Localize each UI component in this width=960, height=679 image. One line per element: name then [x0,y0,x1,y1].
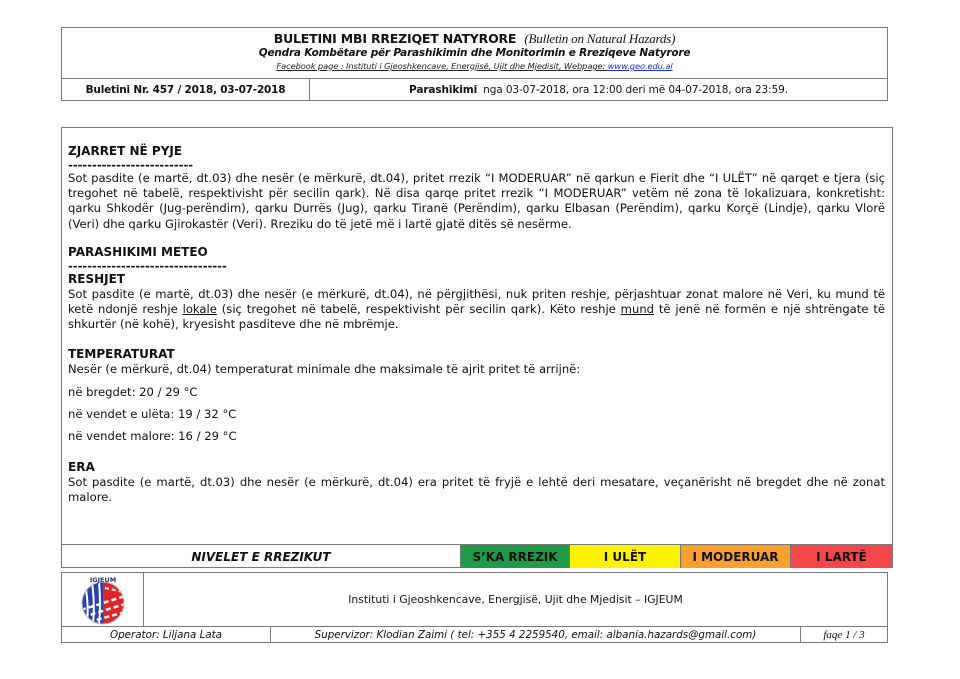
rain-heading: RESHJET [68,271,125,286]
wind-heading: ERA [68,460,95,475]
supervisor-contact: Supervizor: Klodian Zaimi ( tel: +355 4 2259540, email: albania.hazards@gmail.com) [271,627,801,643]
fires-divider: -------------------------- [68,159,194,171]
page-number: faqe 1 / 3 [823,629,865,641]
fires-heading: ZJARRET NË PYJE [68,144,183,158]
igjeum-logo [62,573,144,626]
risk-level-none: S’KA RREZIK [460,545,569,568]
risk-level-low: I ULËT [569,545,680,568]
temperature-lowlands: në vendet e ulëta: 19 / 32 °C [68,406,237,421]
temperature-mountains: në vendet malore: 16 / 29 °C [68,429,237,444]
title-text: BULETINI MBI RREZIQET NATYRORE [273,31,517,46]
rain-text-2: (siç tregohet në tabelë, respektivisht për secilin qark). Këto reshje [216,302,621,317]
bulletin-header [61,27,888,101]
risk-level-high: I LARTË [790,545,892,568]
svg-text:IGJEUM: IGJEUM [89,575,116,584]
facebook-text: Facebook page : Instituti i Gjeoshkencave, Energjisë, Ujit dhe Mjedisit, Webpage: [276,61,608,71]
temperature-coast: në bregdet: 20 / 29 °C [68,384,198,399]
forecast-period [310,79,887,101]
temperature-intro: Nesër (e mërkurë, dt.04) temperaturat minimale dhe maksimale të ajrit pritet të arrijnë: [68,362,581,377]
institute-name: Instituti i Gjeoshkencave, Energjisë, Ujit dhe Mjedisit – IGJEUM [348,593,683,606]
bulletin-title [62,31,887,46]
wind-text: Sot pasdite (e martë, dt.03) dhe nesër (e mërkurë, dt.04) era pritet të fryjë e lehtë deri mesatare, veçanërisht në bregdet dhe në zonat malore. [68,475,885,505]
risk-level-moderate: I MODERUAR [680,545,790,568]
bulletin-body [61,127,893,568]
fires-text: Sot pasdite (e martë, dt.03) dhe nesër (e mërkurë, dt.04), pritet rrezik “I MODERUAR” në qarkun e Fierit dhe “I ULËT” në qarqet e tjera (siç tregohet në tabelë, respektivisht për secilin qark). Në disa qarqe pritet rrezik “I MODERUAR” vetëm në zona të lokalizuara, konkretisht: qarku Shkodër (Jug-perëndim), qarku Durrës (Jug), qarku Tiranë (Perëndim), qarku Elbasan (Perëndim), qarku Korçë (Lindje), qarku Vlorë (Veri) dhe qarku Gjirokastër (Veri). Rreziku do të jetë më i lartë gjatë ditës së nesërme. [68,171,885,231]
header-titles [62,28,887,79]
meteo-heading: PARASHIKIMI METEO [68,244,208,259]
risk-levels-legend [62,544,892,568]
rain-text [68,287,885,333]
meteo-divider: --------------------------------- [68,259,227,272]
globe-logo-icon [75,574,131,626]
forecast-period-text: nga 03-07-2018, ora 12:00 deri më 04-07-2018, ora 23:59. [483,84,788,96]
risk-levels-label: NIVELET E RREZIKUT [191,549,331,564]
title-english: (Bulletin on Natural Hazards) [524,31,676,46]
forecast-label: Parashikimi [409,84,478,96]
website-link[interactable]: www.geo.edu.al [607,61,673,71]
temperature-heading: TEMPERATURAT [68,347,175,362]
center-name: Qendra Kombëtare për Parashikimin dhe Monitorimin e Rreziqeve Natyrore [258,47,691,59]
rain-text-1: Sot pasdite (e martë, dt.03) dhe nesër (e mërkurë, dt.04), në përgjithësi, nuk priten reshje, përjashtuar zonat malore në Veri, ku mund të ketë ndonjë reshje [68,286,885,317]
facebook-line [62,60,887,72]
rain-underline-local: lokale [182,302,217,317]
bulletin-number: Buletini Nr. 457 / 2018, 03-07-2018 [62,79,310,101]
operator-name: Operator: Liljana Lata [62,627,271,643]
header-info-row [62,79,887,101]
rain-underline-may: mund [620,302,655,317]
rain-text-3: të jenë në formën e një shtrëngate të shkurtër (në kohë), kryesisht pasditeve dhe në mbrëmje. [68,302,886,332]
bulletin-footer [61,572,888,643]
